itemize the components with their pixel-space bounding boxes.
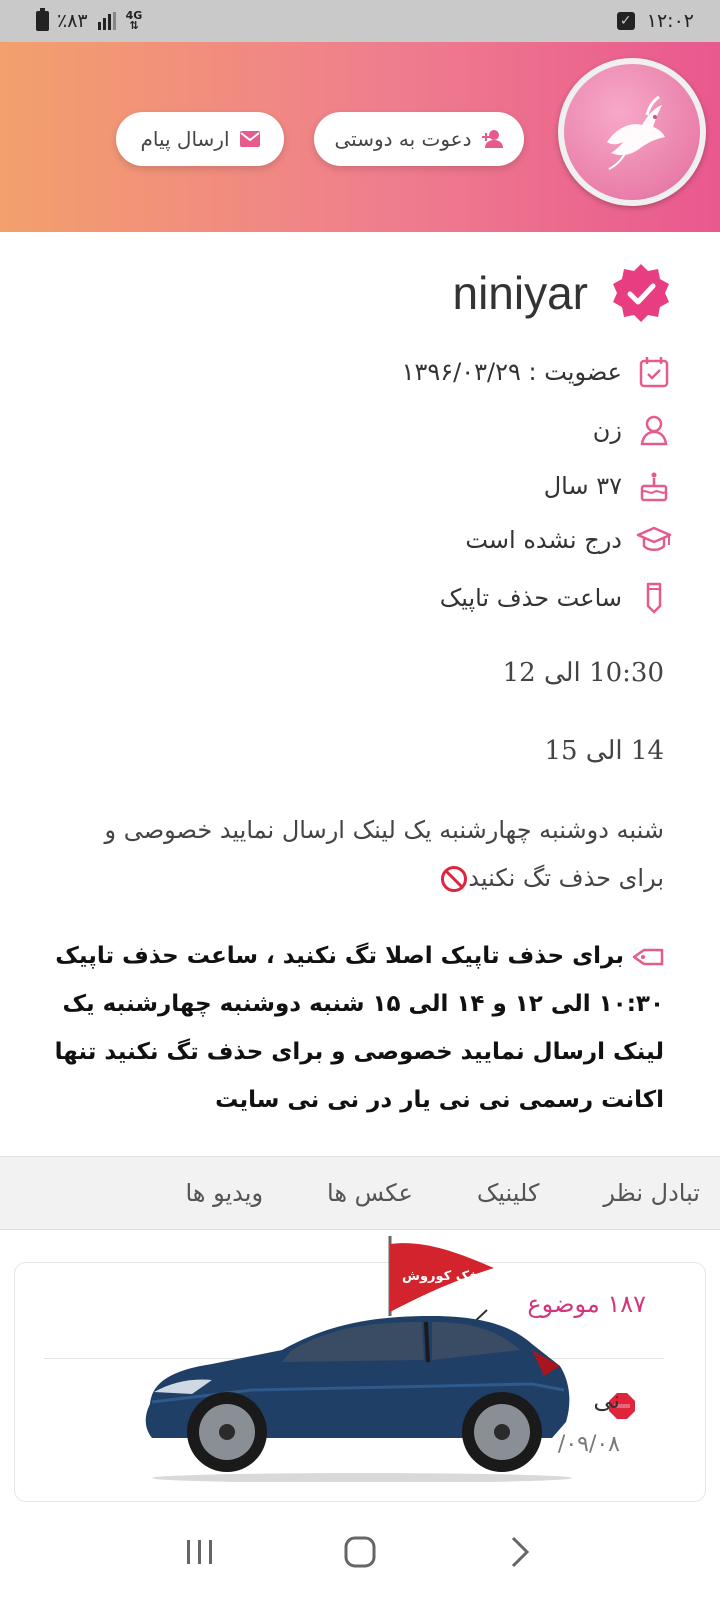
send-message-button[interactable] bbox=[116, 112, 284, 166]
bio-notice bbox=[54, 932, 664, 1124]
topic-count[interactable]: ۱۸۷ موضوع bbox=[527, 1290, 646, 1318]
membership-date: عضویت : ۱۳۹۶/۰۳/۲۹ bbox=[401, 358, 622, 386]
profile-header bbox=[0, 42, 720, 232]
bio-time-2: 14 الی 15 bbox=[544, 736, 664, 766]
clock: ۱۲:۰۲ bbox=[646, 10, 694, 32]
bio-notice-text: برای حذف تاپیک اصلا تگ نکنید ، ساعت حذف تاپیک ۱۰:۳۰ الی ۱۲ و ۱۴ الی ۱۵ شنبه دوشنبه چهارشنبه یک لینک ارسال نمایید خصوصی و برای حذف تگ نکنید تنها اکانت رسمی نی نی یار در نی نی سایت bbox=[54, 943, 664, 1113]
add-user-icon bbox=[482, 129, 504, 149]
gender-value: زن bbox=[592, 416, 622, 444]
age-row bbox=[544, 468, 672, 504]
bio-paragraph-text: شنبه دوشنبه چهارشنبه یک لینک ارسال نمایید خصوصی و برای حذف تگ نکنید bbox=[104, 816, 664, 892]
signal-icon bbox=[98, 12, 116, 30]
birthday-cake-icon bbox=[636, 468, 672, 504]
status-left bbox=[36, 10, 142, 32]
bio-paragraph bbox=[64, 806, 664, 902]
notification-check-icon: ✓ bbox=[617, 12, 635, 30]
battery-icon bbox=[36, 11, 49, 31]
status-bar bbox=[0, 0, 720, 42]
membership-row bbox=[402, 354, 672, 390]
battery-text: ٪۸۳ bbox=[57, 10, 88, 32]
car-advertisement[interactable] bbox=[132, 1232, 572, 1482]
female-user-icon bbox=[636, 412, 672, 448]
graduation-cap-icon bbox=[636, 522, 672, 558]
flag-text: فک کوروش bbox=[402, 1269, 478, 1284]
home-button[interactable] bbox=[330, 1522, 390, 1582]
calendar-check-icon bbox=[636, 354, 672, 390]
tab-videos[interactable]: ویدیو ها bbox=[185, 1179, 264, 1207]
car-ad-image bbox=[132, 1232, 572, 1482]
bio-title: ساعت حذف تاپیک bbox=[439, 584, 622, 612]
network-type: 4G ⇅ bbox=[125, 9, 143, 32]
verified-badge-icon bbox=[610, 262, 672, 324]
topic-item-date: /۰۹/۰۸ bbox=[557, 1432, 620, 1457]
age-value: ۳۷ سال bbox=[543, 472, 622, 500]
home-icon bbox=[344, 1536, 376, 1568]
send-message-label: ارسال پیام bbox=[140, 127, 230, 151]
tab-discussion[interactable]: تبادل نظر bbox=[603, 1179, 700, 1207]
pencil-icon bbox=[636, 580, 672, 616]
avatar[interactable] bbox=[558, 58, 706, 206]
dove-icon bbox=[564, 64, 700, 200]
prohibited-icon bbox=[440, 865, 468, 893]
education-value: درج نشده است bbox=[465, 526, 622, 554]
pointing-hand-icon bbox=[630, 946, 664, 968]
invite-friend-button[interactable] bbox=[314, 112, 524, 166]
username: niniyar bbox=[452, 267, 588, 319]
envelope-icon bbox=[240, 131, 260, 147]
bio-title-row bbox=[440, 580, 672, 616]
gender-row bbox=[593, 412, 672, 448]
invite-friend-label: دعوت به دوستی bbox=[334, 127, 472, 151]
bio-time-1: 10:30 الی 12 bbox=[502, 658, 664, 688]
back-button[interactable] bbox=[490, 1522, 550, 1582]
recent-apps-icon bbox=[185, 1538, 215, 1566]
status-right bbox=[617, 10, 694, 32]
username-row bbox=[452, 262, 672, 324]
tab-clinic[interactable]: کلینیک bbox=[476, 1179, 540, 1207]
education-row bbox=[465, 522, 672, 558]
system-nav-bar bbox=[0, 1504, 720, 1600]
profile-tabs bbox=[0, 1156, 720, 1230]
tab-photos[interactable]: عکس ها bbox=[327, 1179, 413, 1207]
topic-item-title[interactable]: نی bbox=[593, 1386, 620, 1414]
chevron-right-icon bbox=[510, 1536, 530, 1568]
recent-apps-button[interactable] bbox=[170, 1522, 230, 1582]
